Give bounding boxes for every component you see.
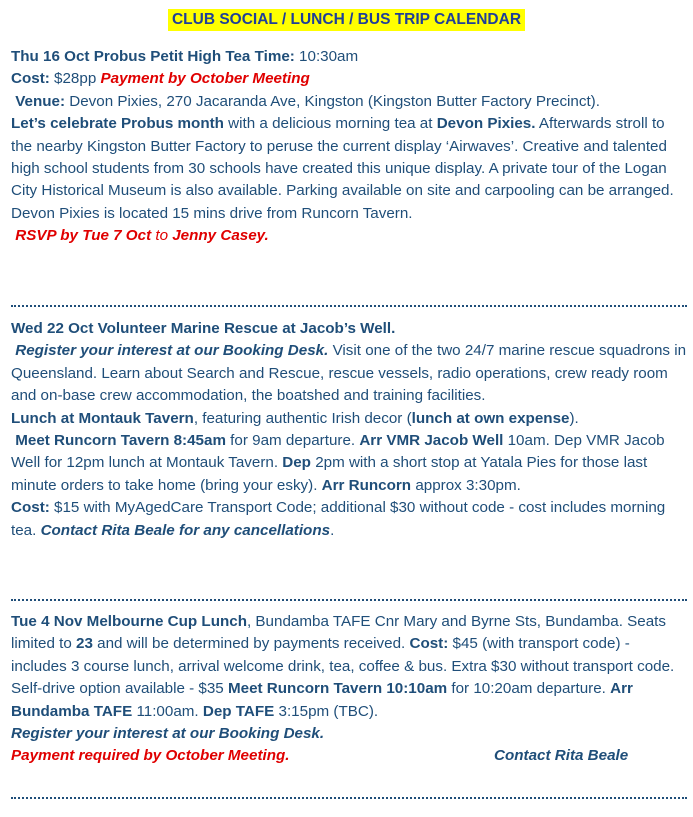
event2-register: Register your interest at our Booking Desk.	[15, 342, 329, 360]
event1-description	[11, 113, 687, 225]
page-title: CLUB SOCIAL / LUNCH / BUS TRIP CALENDAR	[168, 9, 525, 31]
event3-dep: Dep TAFE	[202, 702, 275, 720]
event1-rsvp-date: RSVP by Tue 7 Oct	[15, 227, 152, 245]
title-wrap	[0, 9, 693, 31]
event1-cost-line	[11, 68, 687, 90]
event3-dep-text: 3:15pm (TBC).	[274, 702, 379, 720]
event2-contact-end: .	[330, 521, 335, 539]
event-marine-rescue	[11, 318, 687, 542]
event3-body	[11, 611, 687, 723]
event1-rsvp-to: to	[151, 227, 173, 245]
event3-seats: 23	[76, 635, 93, 653]
event2-dep: Dep	[282, 454, 311, 472]
event3-arr: Arr Bundamba TAFE	[11, 680, 633, 720]
event3-cost-label: Cost:	[409, 635, 449, 653]
event2-arr-text: 10am. Dep VMR Jacob Well for 12pm lunch at Montauk Tavern.	[11, 432, 665, 472]
event1-rsvp-line	[11, 225, 687, 247]
event3-register-line	[11, 723, 687, 745]
event2-intro	[11, 340, 687, 407]
event3-heading: Tue 4 Nov Melbourne Cup Lunch	[11, 613, 247, 630]
event2-heading-line	[11, 318, 687, 340]
event2-heading: Wed 22 Oct Volunteer Marine Rescue at Jacob’s Well.	[11, 320, 396, 337]
event1-heading-line	[11, 46, 687, 68]
event3-payment-line	[11, 745, 687, 767]
event1-cost-label: Cost:	[11, 70, 50, 88]
event1-cost-value: $28pp	[49, 70, 101, 88]
event3-meet-text: for 10:20am departure.	[447, 680, 611, 698]
event2-lunch: Lunch at Montauk Tavern	[11, 409, 194, 427]
event2-cost-label: Cost:	[11, 499, 50, 517]
event1-payment-note: Payment by October Meeting	[100, 70, 310, 88]
event2-intro-text: Visit one of the two 24/7 marine rescue squadrons in Queensland. Learn about Search and Rescue, rescue vessels, radio operations, crew ready room and on-base crew accommodation, the boatshed and training facilities.	[11, 342, 687, 405]
event3-register: Register your interest at our Booking Desk.	[11, 725, 325, 743]
event3-cost-text: $45 (with transport code) - includes 3 course lunch, arrival welcome drink, tea, coffee & bus. Extra $30 without transport code. Self-drive option available - $35	[11, 635, 675, 698]
event3-meet: Meet Runcorn Tavern 10:10am	[227, 680, 448, 698]
event2-arr: Arr VMR Jacob Well	[359, 432, 504, 450]
event1-description-text: Afterwards stroll to the nearby Kingston Butter Factory to peruse the current display ‘Airwaves’. Creative and talented high school students from 30 schools have created this unique display. A private tour of the Logan City Historical Museum is also available. Parking available on site and carpooling can be arranged. Devon Pixies is located 15 mins drive from Runcorn Tavern.	[11, 115, 674, 222]
event3-intro: , Bundamba TAFE Cnr Mary and Byrne Sts, Bundamba. Seats limited to	[11, 613, 666, 653]
event1-venue-line	[11, 91, 687, 113]
event2-cost-text: $15 with MyAgedCare Transport Code; additional $30 without code - cost includes morning tea.	[11, 499, 666, 539]
event-high-tea	[11, 46, 687, 248]
event2-lunch-line	[11, 408, 687, 430]
event3-payment: Payment required by October Meeting.	[11, 747, 290, 765]
divider-1	[11, 305, 687, 307]
event2-lunch-close: ).	[569, 409, 579, 427]
event2-arr2-text: approx 3:30pm.	[411, 476, 521, 494]
event1-heading: Thu 16 Oct Probus Petit High Tea Time:	[11, 48, 295, 65]
divider-2	[11, 599, 687, 601]
event2-arr2: Arr Runcorn	[321, 476, 412, 494]
event1-celebrate-text: with a delicious morning tea at	[223, 115, 437, 133]
event2-meet-text: for 9am departure.	[225, 432, 360, 450]
divider-3	[11, 797, 687, 799]
event2-cost-line	[11, 497, 687, 542]
event2-lunch-expense: lunch at own expense	[411, 409, 570, 427]
event-melbourne-cup	[11, 611, 687, 768]
event3-arr-text: 11:00am.	[132, 702, 203, 720]
event2-dep-text: 2pm with a short stop at Yatala Pies for those last minute orders to take home (bring your esky).	[11, 454, 648, 494]
event2-lunch-text: , featuring authentic Irish decor (	[193, 409, 412, 427]
event1-devon: Devon Pixies.	[436, 115, 536, 133]
event1-venue-value: Devon Pixies, 270 Jacaranda Ave, Kingston (Kingston Butter Factory Precinct).	[65, 92, 600, 110]
event1-rsvp-contact: Jenny Casey.	[172, 227, 269, 245]
event3-contact: Contact Rita Beale	[494, 747, 629, 765]
event3-seats-text: and will be determined by payments received.	[92, 635, 410, 653]
event1-time: 10:30am	[294, 48, 359, 65]
event2-contact: Contact Rita Beale for any cancellations	[40, 521, 331, 539]
event1-celebrate: Let’s celebrate Probus month	[11, 115, 224, 133]
event2-meet: Meet Runcorn Tavern 8:45am	[15, 432, 226, 450]
event1-venue-label: Venue:	[15, 92, 66, 110]
event2-schedule	[11, 430, 687, 497]
